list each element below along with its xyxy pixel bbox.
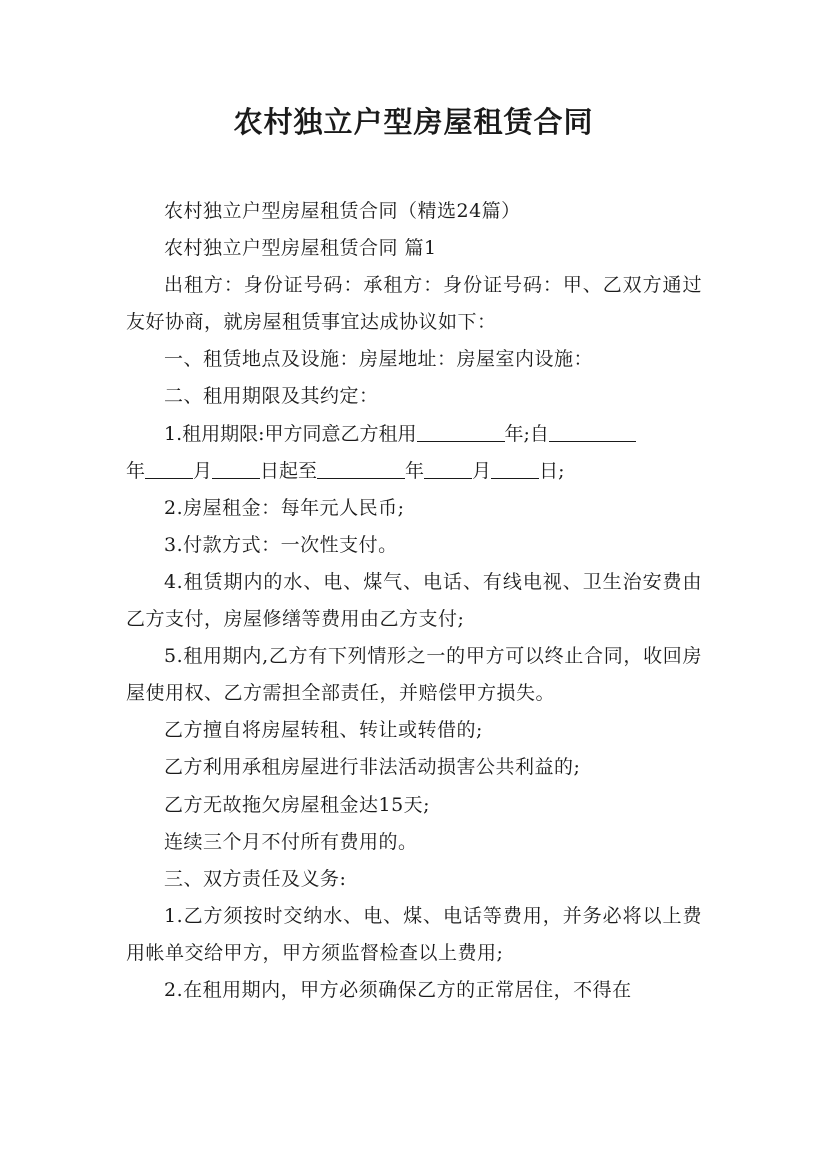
paragraph-duty-1: 1.乙方须按时交纳水、电、煤、电话等费用，并务必将以上费用帐单交给甲方，甲方须监督检查以上费用; — [126, 904, 702, 964]
paragraph-sublease: 乙方擅自将房屋转租、转让或转借的; — [164, 719, 483, 742]
paragraph-intro: 农村独立户型房屋租赁合同（精选24篇） — [164, 200, 521, 222]
paragraph-parties: 出租方：身份证号码：承租方：身份证号码：甲、乙双方通过友好协商，就房屋租赁事宜达成协议如下： — [126, 274, 702, 334]
paragraph-location: 一、租赁地点及设施：房屋地址：房屋室内设施： — [164, 348, 594, 371]
term-text-b: 年;自 — [504, 422, 549, 445]
document-body — [126, 193, 702, 1009]
paragraph-duty-2: 2.在租用期内，甲方必须确保乙方的正常居住，不得在 — [164, 978, 632, 1001]
term-text-a: 1.租用期限:甲方同意乙方租用 — [164, 422, 417, 445]
blank-end-month — [424, 459, 472, 479]
blank-end-day — [491, 459, 539, 479]
paragraph-section-heading: 农村独立户型房屋租赁合同 篇1 — [164, 237, 437, 260]
blank-start-month — [145, 459, 193, 479]
term-text-f: 年 — [405, 459, 425, 482]
paragraph-payment: 3.付款方式：一次性支付。 — [164, 533, 398, 556]
term-text-d: 月 — [193, 459, 213, 482]
paragraph-unpaid-fees: 连续三个月不付所有费用的。 — [164, 830, 418, 853]
blank-years — [417, 422, 505, 442]
term-text-g: 月 — [472, 459, 492, 482]
paragraph-term-period — [126, 416, 702, 490]
paragraph-termination: 5.租用期内,乙方有下列情形之一的甲方可以终止合同，收回房屋使用权、乙方需担全部责任，并赔偿甲方损失。 — [126, 645, 702, 705]
blank-end-year — [317, 459, 405, 479]
paragraph-arrears: 乙方无故拖欠房屋租金达15天; — [164, 793, 431, 816]
blank-start-year — [549, 422, 636, 442]
paragraph-illegal-use: 乙方利用承租房屋进行非法活动损害公共利益的; — [164, 756, 581, 779]
blank-start-day — [212, 459, 260, 479]
term-text-e: 日起至 — [260, 459, 318, 482]
document-title: 农村独立户型房屋租赁合同 — [233, 105, 594, 139]
term-text-c: 年 — [126, 459, 146, 482]
paragraph-rent: 2.房屋租金：每年元人民币; — [164, 496, 405, 519]
paragraph-duties-heading: 三、双方责任及义务: — [164, 867, 347, 890]
term-text-h: 日; — [539, 459, 565, 482]
paragraph-term-heading: 二、租用期限及其约定： — [164, 385, 379, 408]
paragraph-utilities: 4.租赁期内的水、电、煤气、电话、有线电视、卫生治安费由乙方支付，房屋修缮等费用由乙方支付; — [126, 570, 702, 631]
